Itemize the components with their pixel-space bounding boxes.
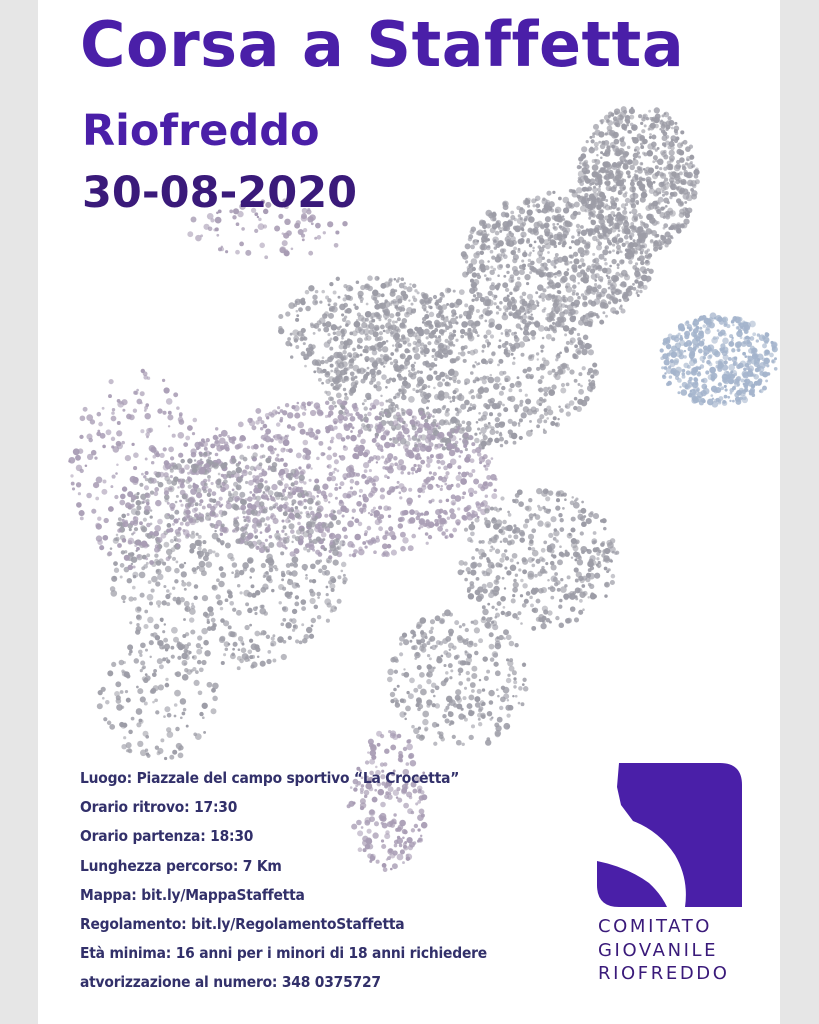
detail-location: Luogo: Piazzale del campo sportivo “La Crocetta”: [80, 769, 460, 787]
detail-distance: Lunghezza percorso: 7 Km: [80, 856, 282, 875]
event-title: Corsa a Staffetta: [80, 8, 685, 81]
logo-wordmark: [598, 915, 748, 986]
logo-line-giovanile: GIOVANILE: [598, 939, 719, 961]
detail-rules-link: Regolamento: bit.ly/RegolamentoStaffetta: [80, 915, 405, 934]
detail-min-age: Età minima: 16 anni per i minori di 18 anni richiedere: [80, 944, 487, 963]
detail-authorization: atvorizzazione al numero: 348 0375727: [80, 973, 381, 992]
event-details: [80, 764, 600, 998]
logo-line-comitato: COMITATO: [598, 916, 713, 937]
detail-start-time: Orario partenza: 18:30: [80, 827, 254, 846]
detail-meeting-time: Orario ritrovo: 17:30: [80, 798, 238, 817]
event-place: Riofreddo: [82, 106, 320, 156]
detail-map-link: Mappa: bit.ly/MappaStaffetta: [80, 885, 305, 904]
logo-line-riofreddo: RIOFREDDO: [598, 963, 730, 984]
event-poster: [38, 0, 780, 1024]
comitato-logo-icon: [597, 763, 742, 907]
event-date: 30-08-2020: [82, 168, 358, 218]
